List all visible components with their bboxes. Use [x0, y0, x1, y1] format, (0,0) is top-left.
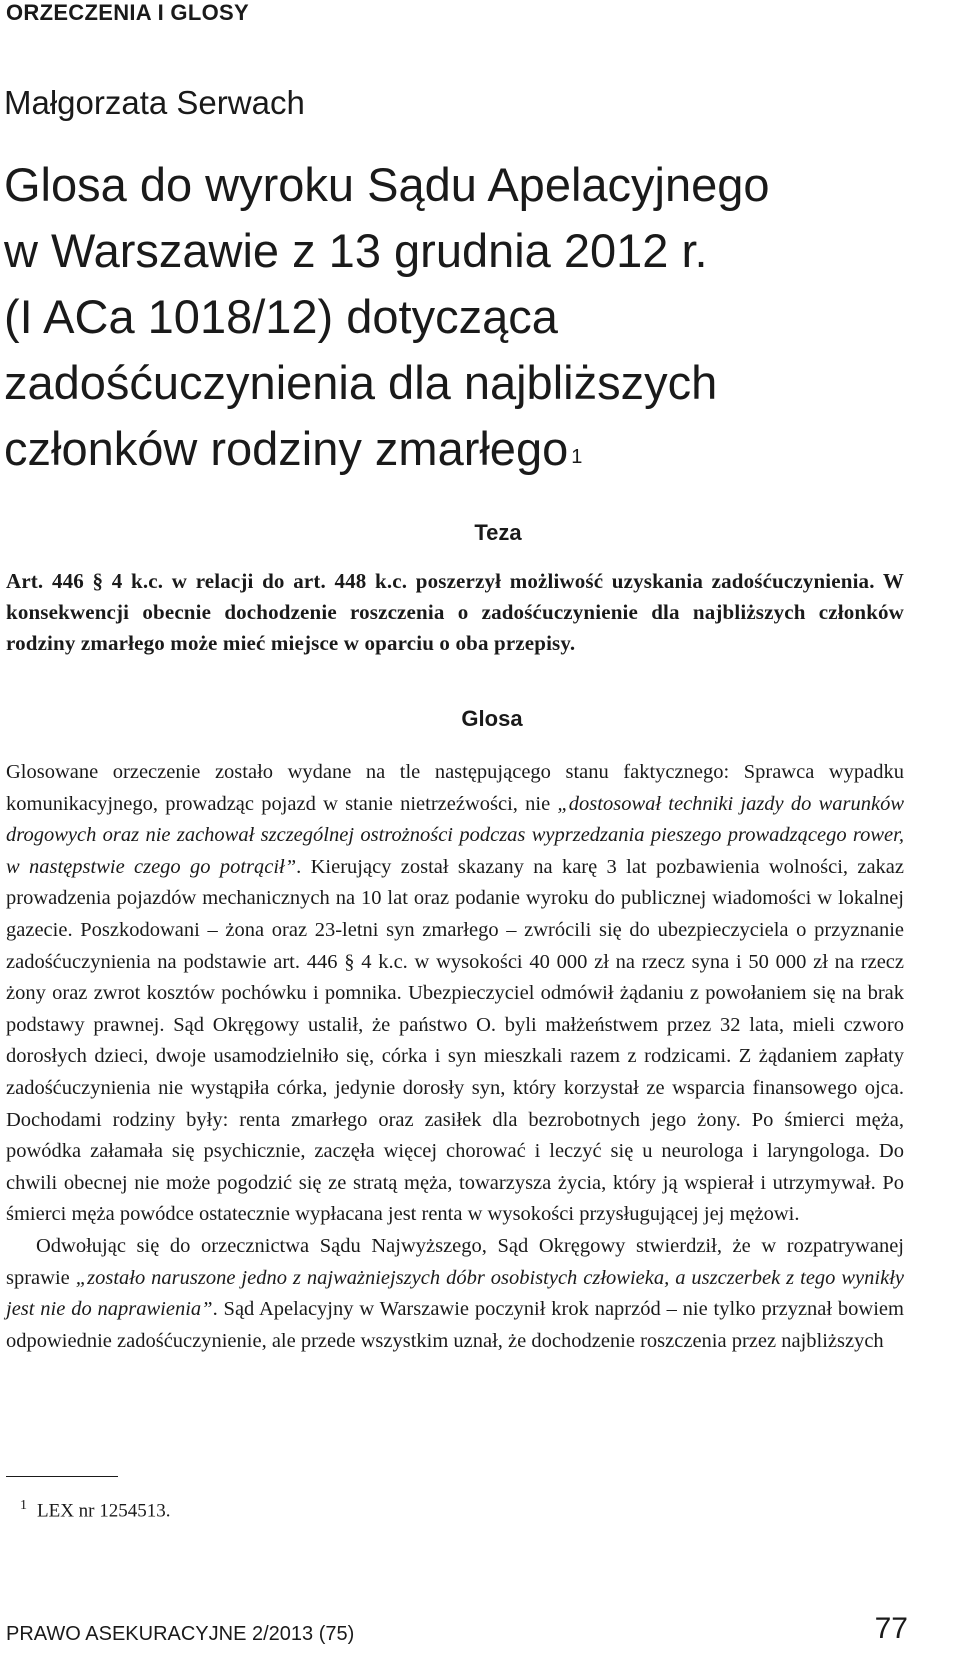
page-number: 77	[874, 1612, 908, 1645]
author-name: Małgorzata Serwach	[4, 84, 305, 121]
title-line	[4, 416, 904, 482]
thesis-text: Art. 446 § 4 k.c. w relacji do art. 448 k.c. poszerzył możliwość uzyskania zadośćuczynienia. W konsekwencji obecnie dochodzenie roszczenia o zadośćuczynienie dla najbliższych członków rodziny zmarłego może mieć miejsce w oparciu o oba przepisy.	[6, 569, 904, 655]
footnote-divider	[6, 1476, 118, 1477]
glosa-heading: Glosa	[461, 706, 523, 731]
thesis-heading: Teza	[474, 520, 522, 545]
glosa-body	[6, 757, 904, 1357]
title-line-text: członków rodziny zmarłego	[4, 422, 569, 475]
footnote-number: 1	[20, 1498, 27, 1513]
body-paragraph	[6, 1231, 904, 1357]
title-line: (I ACa 1018/12) dotycząca	[4, 290, 558, 343]
paragraph-text: Odwołując się do orzecznictwa Sądu Najwyższego, Sąd Okręgowy stwierdził, że w rozpatrywanej sprawie	[6, 1234, 904, 1289]
footnote	[6, 1498, 171, 1522]
paragraph-text: . Sąd Apelacyjny w Warszawie poczynił krok naprzód – nie tylko przyznał bowiem odpowiednie zadośćuczynienie, ale przede wszystkim uznał, że dochodzenie roszczenia przez najbliższych	[6, 1298, 904, 1352]
paragraph-text: . Kierujący został skazany na karę 3 lat pozbawienia wolności, zakaz prowadzenia pojazdów mechanicznych na 10 lat oraz podanie wyroku do publicznej wiadomości w lokalnej gazecie. Poszkodowani – żona oraz 23-letni syn zmarłego – zwrócili się do ubezpieczyciela o przyznanie zadośćuczynienia na podstawie art. 446 § 4 k.c. w wysokości 40 000 zł na rzecz syna i 50 000 zł na rzecz żony oraz zwrot kosztów pochówku i pomnika. Ubezpieczyciel odmówił żądaniu z powołaniem się na brak podstawy prawnej. Sąd Okręgowy ustalił, że państwo O. byli małżeństwem przez 32 lata, mieli czworo dorosłych dzieci, dwoje usamodzielniło się, córka i syn mieszkali razem z rodzicami. Z żądaniem zapłaty zadośćuczynienia nie wystąpiła córka, jedynie dorosły syn, który korzystał ze wsparcia finansowego ojca. Dochodami rodziny były: renta zmarłego oraz zasiłek dla bezrobotnych jego żony. Po śmierci męża, powódka załamała się psychicznie, zaczęła więcej chorować i leczyć się u neurologa i laryngologa. Do chwili obecnej nie może pogodzić się ze stratą męża, towarzysza życia, który ją wspierał i utrzymywał. Po śmierci męża powódce ostatecznie wypłacana jest renta w wysokości przysługującej jej mężowi.	[6, 855, 904, 1226]
journal-footer: PRAWO ASEKURACYJNE 2/2013 (75)	[6, 1623, 355, 1645]
body-paragraph	[6, 757, 904, 1231]
title-line: zadośćuczynienia dla najbliższych	[4, 356, 718, 409]
title-line: w Warszawie z 13 grudnia 2012 r.	[4, 224, 708, 277]
quoted-text: „dostosował techniki jazdy do warunków drogowych oraz nie zachował szczególnej ostrożności podczas wyprzedzania pieszego prowadzącego rower, w następstwie czego go potrącił”	[6, 792, 904, 878]
title-line: Glosa do wyroku Sądu Apelacyjnego	[4, 158, 770, 211]
paragraph-text: Glosowane orzeczenie zostało wydane na tle następującego stanu faktycznego: Sprawca wypadku komunikacyjnego, prowadząc pojazd w stanie nietrzeźwości, nie	[6, 761, 904, 815]
article-title	[4, 152, 904, 482]
title-footnote-ref[interactable]: 1	[571, 446, 583, 468]
section-header: ORZECZENIA I GLOSY	[6, 0, 249, 25]
footnote-text: LEX nr 1254513.	[37, 1500, 171, 1522]
quoted-text: „zostało naruszone jedno z najważniejszych dóbr osobistych człowieka, a uszczerbek z tego wynikły jest nie do naprawienia”	[6, 1266, 904, 1321]
